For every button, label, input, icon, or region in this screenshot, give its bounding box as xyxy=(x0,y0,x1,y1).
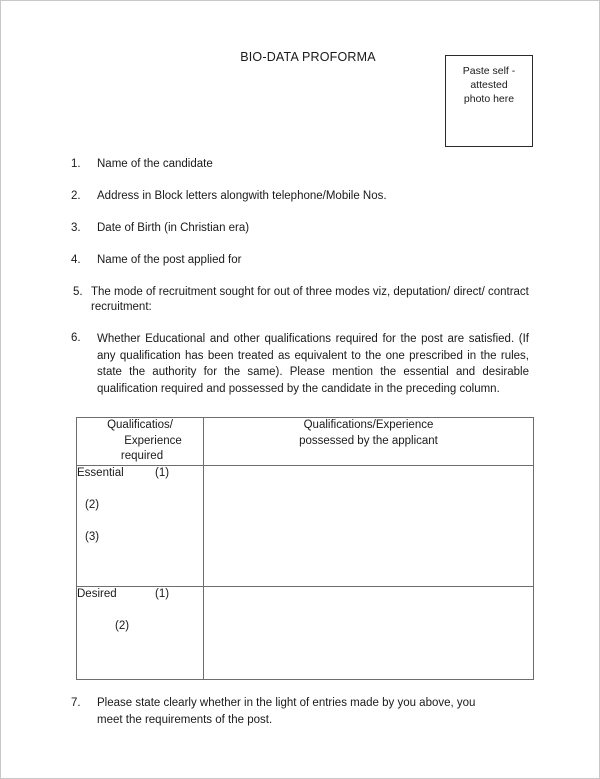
essential-required-cell xyxy=(77,465,204,586)
desired-label: Desired xyxy=(77,587,117,600)
photo-paste-box-text xyxy=(446,56,532,106)
item-text-2: Address in Block letters alongwith telephone/Mobile Nos. xyxy=(97,190,387,202)
item-text-6: Whether Educational and other qualifications required for the post are satisfied. (If any qualification has been treated as equivalent to the one prescribed in the rules, state the authority for the same). Please mention the essential and desirable qualification required and possessed by the candidate in the preceding column. xyxy=(97,333,529,395)
essential-possessed-cell[interactable] xyxy=(204,465,534,586)
spacer xyxy=(77,481,203,498)
essential-index-2: (2) xyxy=(85,498,100,511)
desired-entry-2 xyxy=(77,619,203,634)
spacer xyxy=(77,602,203,619)
item-text-1: Name of the candidate xyxy=(97,158,213,170)
list-item-7 xyxy=(71,695,531,728)
essential-index-1: (1) xyxy=(155,466,170,479)
table-row-desired xyxy=(77,586,534,679)
desired-possessed-cell[interactable] xyxy=(204,586,534,679)
essential-entry-3 xyxy=(77,530,203,545)
item-number-6: 6. xyxy=(71,332,81,344)
item-text-7-line-1: Please state clearly whether in the light of entries made by you above, you xyxy=(97,697,476,709)
header-required-line-1: Qualificatios/ xyxy=(107,419,173,431)
list-item-2 xyxy=(71,189,531,204)
item-number-3: 3. xyxy=(71,222,81,234)
desired-required-cell xyxy=(77,586,204,679)
photo-box-line-3: photo here xyxy=(463,93,515,105)
item-text-7-line-2: meet the requirements of the post. xyxy=(97,713,273,726)
item-number-5: 5. xyxy=(73,286,83,298)
item-number-2: 2. xyxy=(71,190,81,202)
essential-label: Essential xyxy=(77,466,124,479)
table-header-possessed xyxy=(204,418,534,466)
list-item-4 xyxy=(71,253,531,268)
table-header-required xyxy=(77,418,204,466)
numbered-items-list xyxy=(71,157,531,397)
item-text-7 xyxy=(71,695,531,728)
page-title: BIO-DATA PROFORMA xyxy=(240,50,376,64)
table-row-essential xyxy=(77,465,534,586)
photo-paste-box xyxy=(445,55,533,147)
essential-entry-1 xyxy=(77,466,203,481)
table-header-row xyxy=(77,418,534,466)
spacer xyxy=(77,513,203,530)
header-possessed-line-2: possessed by the applicant xyxy=(299,434,438,447)
header-required-line-3: required xyxy=(120,450,164,462)
item-text-3: Date of Birth (in Christian era) xyxy=(97,222,250,234)
item-number-7: 7. xyxy=(71,697,81,709)
desired-index-2: (2) xyxy=(115,619,130,632)
item-number-1: 1. xyxy=(71,158,81,170)
essential-index-3: (3) xyxy=(85,530,100,543)
item-text-4: Name of the post applied for xyxy=(97,254,242,266)
header-required-line-2: Experience xyxy=(124,434,182,447)
essential-entry-2 xyxy=(77,498,203,513)
desired-entry-1 xyxy=(77,587,203,602)
list-item-5 xyxy=(71,285,531,315)
qualifications-table xyxy=(76,417,534,680)
photo-box-line-1: Paste self - xyxy=(462,65,516,77)
list-item-1 xyxy=(71,157,531,172)
list-item-6 xyxy=(71,331,531,397)
item-number-4: 4. xyxy=(71,254,81,266)
photo-box-line-2: attested xyxy=(470,79,508,91)
item-text-5: The mode of recruitment sought for out of three modes viz, deputation/ direct/ contract recruitment: xyxy=(91,286,529,313)
desired-index-1: (1) xyxy=(155,587,170,600)
header-possessed-line-1: Qualifications/Experience xyxy=(303,419,434,431)
list-item-3 xyxy=(71,221,531,236)
